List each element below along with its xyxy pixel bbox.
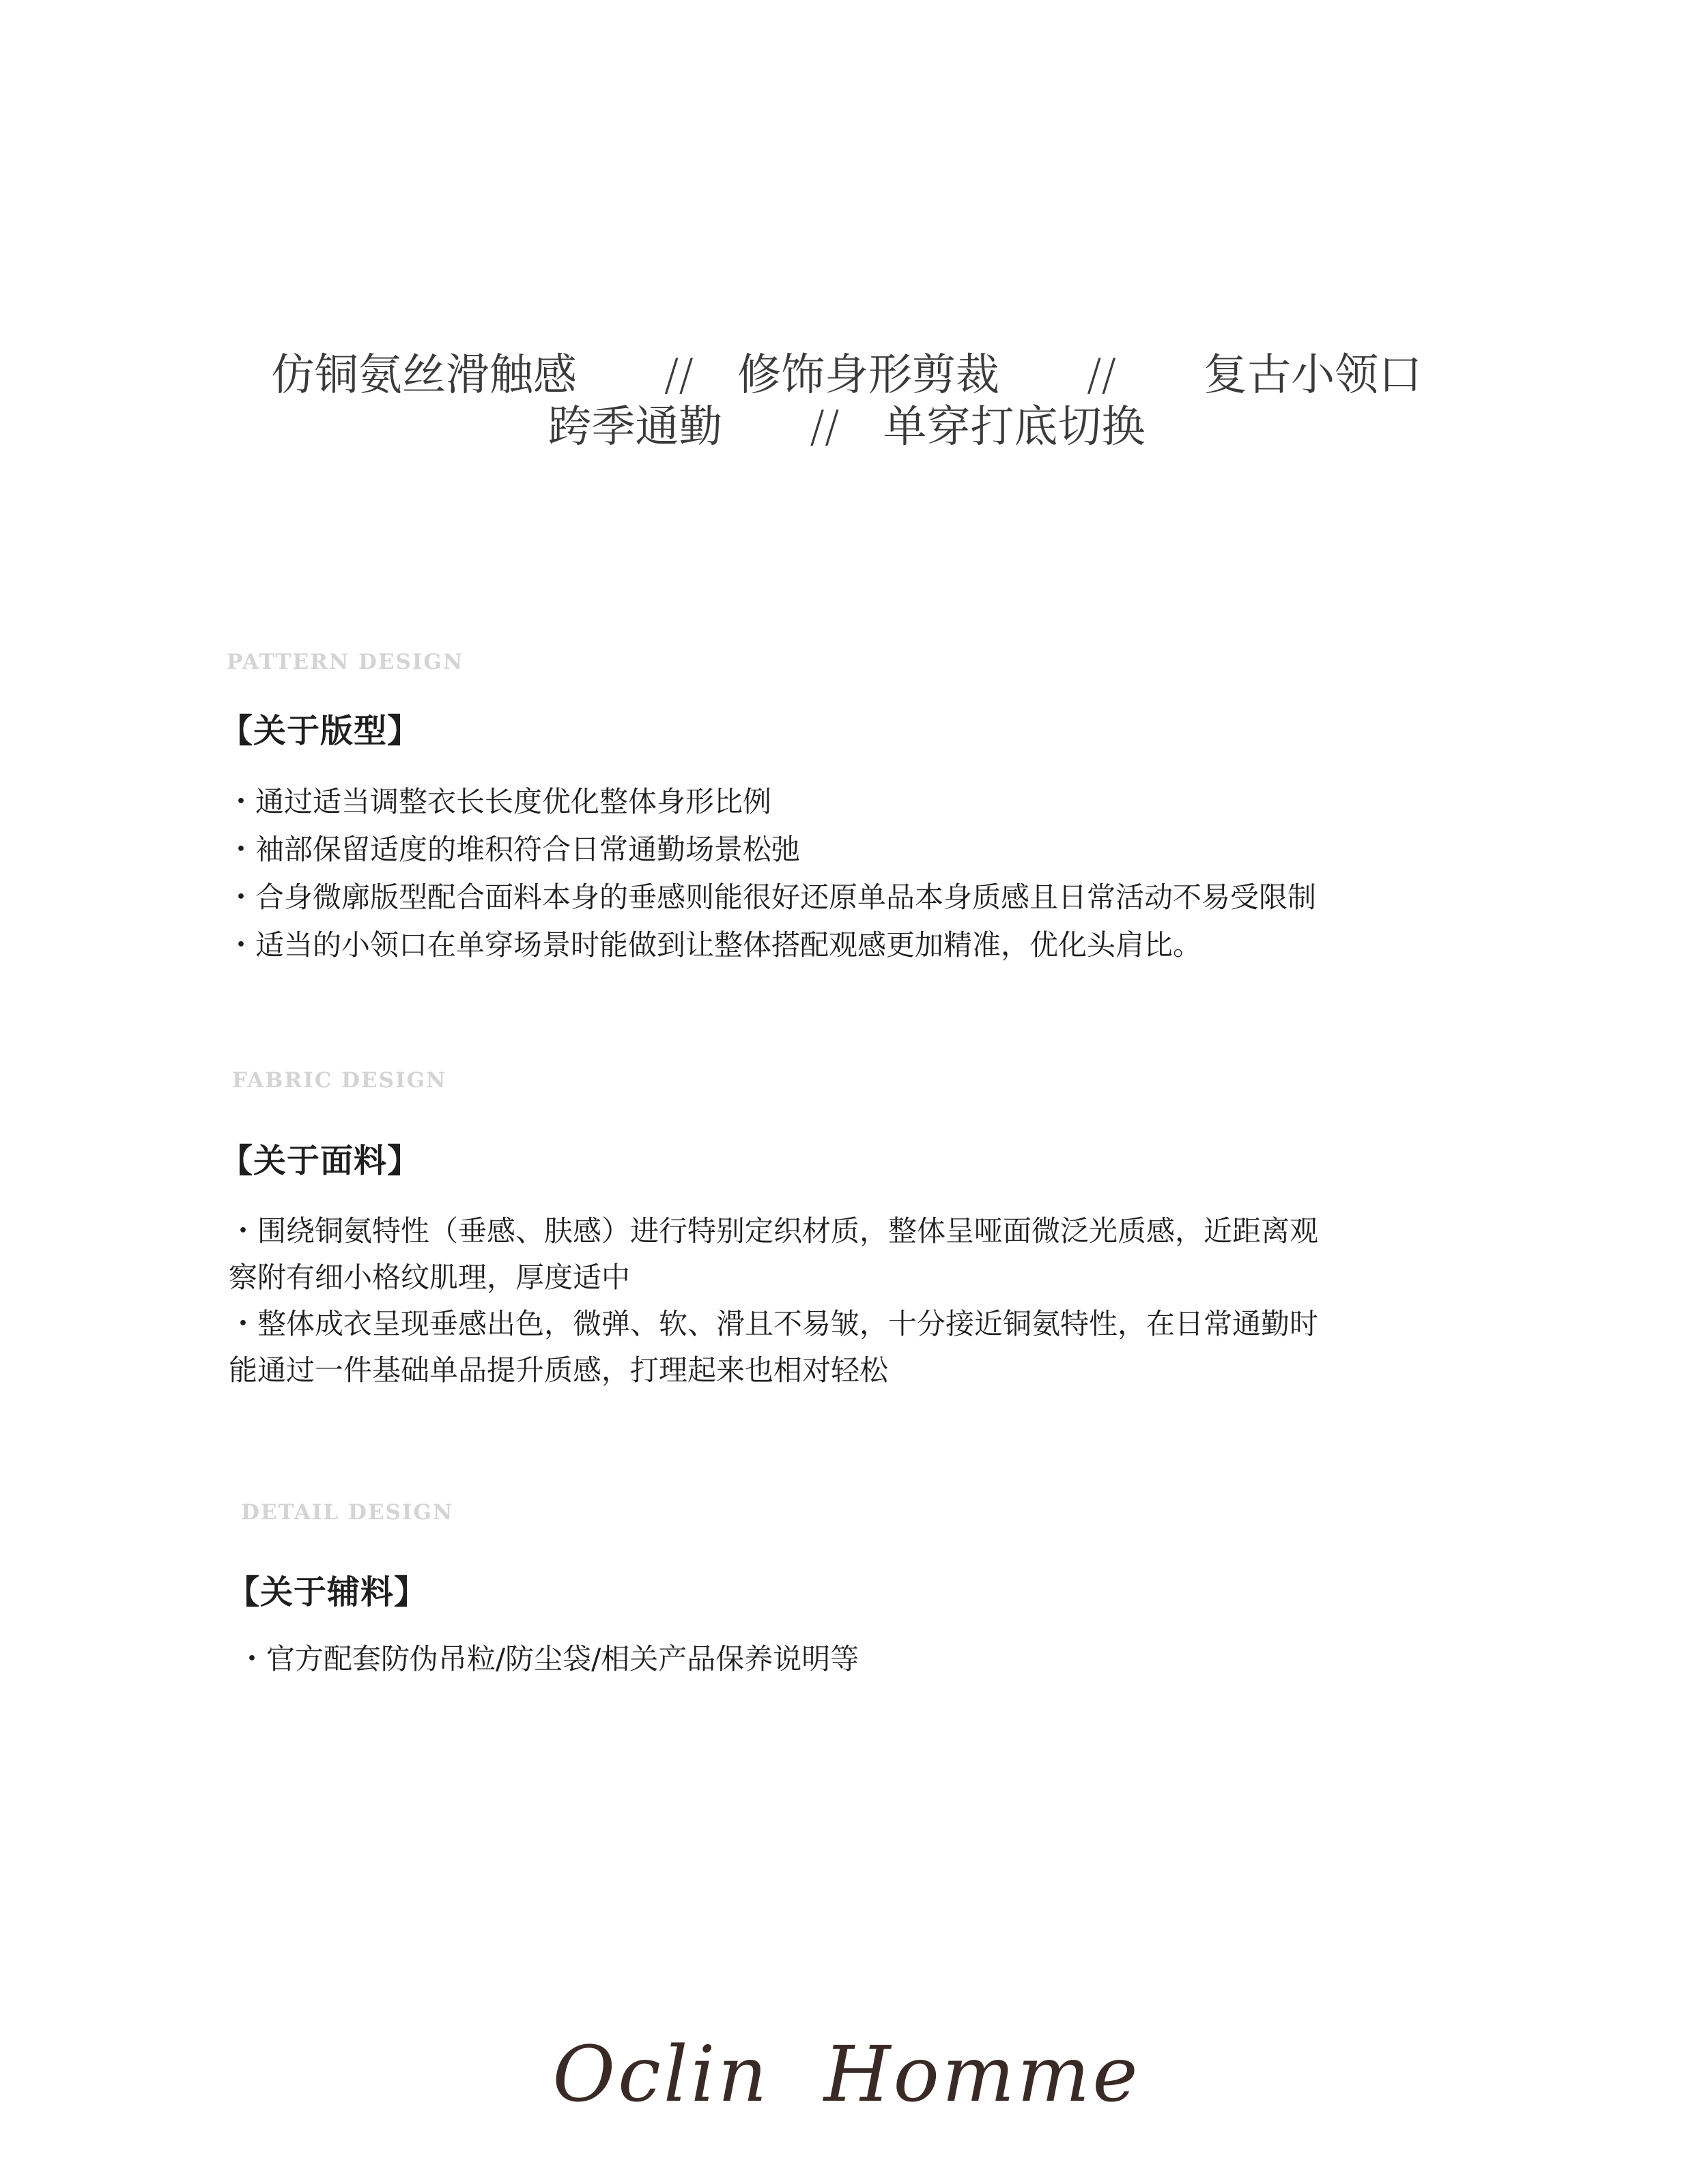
list-item: 能通过一件基础单品提升质感，打理起来也相对轻松 bbox=[229, 1353, 889, 1387]
detail-design-label: DETAIL DESIGN bbox=[241, 1500, 454, 1525]
pattern-design-title: 【关于版型】 bbox=[220, 712, 421, 750]
list-item: ・官方配套防伪吊粒/防尘袋/相关产品保养说明等 bbox=[238, 1642, 859, 1676]
list-item: ・围绕铜氨特性（垂感、肤感）进行特别定织材质，整体呈哑面微泛光质感，近距离观 bbox=[229, 1214, 1319, 1248]
list-item: ・合身微廓版型配合面料本身的垂感则能很好还原单品本身质感且日常活动不易受限制 bbox=[227, 880, 1317, 914]
list-item: ・整体成衣呈现垂感出色，微弹、软、滑且不易皱，十分接近铜氨特性，在日常通勤时 bbox=[229, 1307, 1319, 1340]
list-item: ・袖部保留适度的堆积符合日常通勤场景松弛 bbox=[227, 833, 801, 866]
fabric-design-label: FABRIC DESIGN bbox=[232, 1068, 447, 1093]
headline-line-1: 仿铜氨丝滑触感 // 修饰身形剪裁 // 复古小领口 bbox=[270, 350, 1423, 401]
headline-line-2: 跨季通勤 // 单穿打底切换 bbox=[547, 402, 1146, 452]
detail-design-title: 【关于辅料】 bbox=[227, 1573, 428, 1611]
list-item: 察附有细小格纹肌理，厚度适中 bbox=[229, 1261, 631, 1294]
pattern-design-list bbox=[227, 778, 1316, 969]
pattern-design-label: PATTERN DESIGN bbox=[227, 650, 464, 674]
list-item: ・通过适当调整衣长长度优化整体身形比例 bbox=[227, 785, 772, 818]
list-item: ・适当的小领口在单穿场景时能做到让整体搭配观感更加精准，优化头肩比。 bbox=[227, 928, 1202, 962]
brand-logo: Oclin Homme bbox=[552, 2030, 1141, 2119]
detail-design-list bbox=[238, 1635, 859, 1683]
fabric-design-list bbox=[229, 1208, 1318, 1394]
fabric-design-title: 【关于面料】 bbox=[220, 1142, 421, 1180]
